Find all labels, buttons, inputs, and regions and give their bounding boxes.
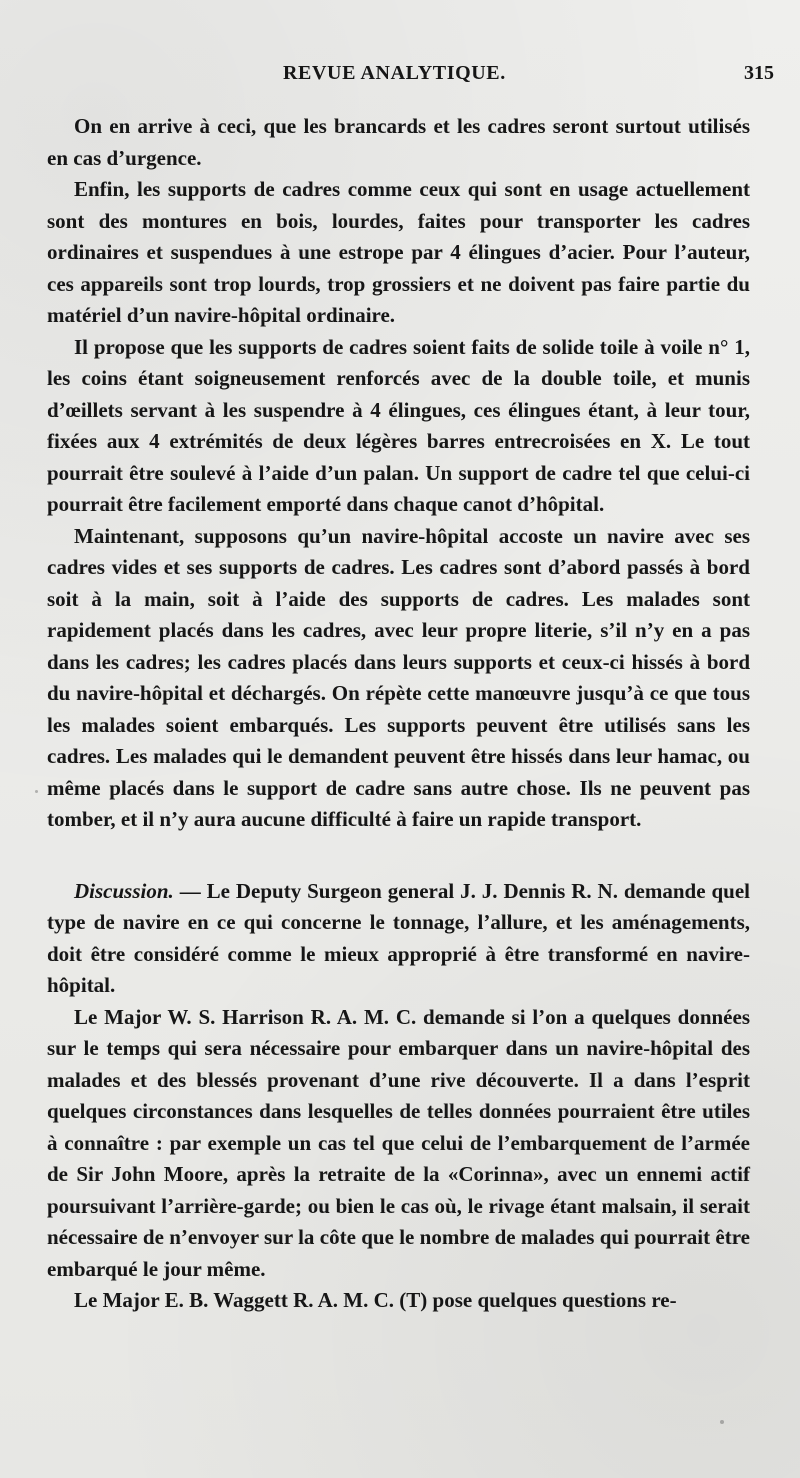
running-head: REVUE ANALYTIQUE. xyxy=(283,62,506,84)
page-header xyxy=(0,62,800,92)
paragraph-6: Le Major W. S. Harrison R. A. M. C. demande si l’on a quelques données sur le temps qui sera nécessaire pour embarquer dans un navire-hôpital des malades et des blessés provenant d’une rive découverte. Il a dans l’esprit quelques circonstances dans lesquelles de telles données pourraient être utiles à connaître : par exemple un cas tel que celui de l’embarquement de l’armée de Sir John Moore, après la retraite de la «Corinna», avec un ennemi actif poursuivant l’arrière-garde; ou bien le cas où, le rivage étant malsain, il serait nécessaire de n’envoyer sur la côte que le nombre de malades qui pourrait être embarqué le jour même. xyxy=(47,1004,750,1281)
discussion-lead: Discussion. xyxy=(74,878,174,903)
paper-speck xyxy=(720,1420,724,1424)
discussion-paragraph xyxy=(47,876,750,1002)
page-number: 315 xyxy=(744,62,774,84)
paragraph-7: Le Major E. B. Waggett R. A. M. C. (T) pose quelques questions re- xyxy=(74,1288,677,1312)
section-gap xyxy=(47,836,750,876)
paragraph-2: Enfin, les supports de cadres comme ceux qui sont en usage actuellement sont des montures en bois, lourdes, faites pour transporter les cadres ordinaires et suspendues à une estrope par 4 élingues d’acier. Pour l’auteur, ces appareils sont trop lourds, trop grossiers et ne doivent pas faire partie du matériel d’un navire-hôpital ordinaire. xyxy=(47,177,750,327)
body-text xyxy=(47,111,750,1317)
paragraph-4: Maintenant, supposons qu’un navire-hôpital accoste un navire avec ses cadres vides et ses supports de cadres. Les cadres sont d’abord passés à bord soit à la main, soit à l’aide des supports de cadres. Les malades sont rapidement placés dans les cadres, avec leur propre literie, s’il n’y en a pas dans les cadres; les cadres placés dans leurs supports et ceux-ci hissés à bord du navire-hôpital et déchargés. On répète cette manœuvre jusqu’à ce que tous les malades soient embarqués. Les supports peuvent être utilisés sans les cadres. Les malades qui le demandent peuvent être hissés dans leur hamac, ou même placés dans le support de cadre sans autre chose. Ils ne peuvent pas tomber, et il n’y aura aucune difficulté à faire un rapide transport. xyxy=(47,523,750,831)
paper-speck xyxy=(35,790,38,793)
paragraph-3: Il propose que les supports de cadres soient faits de solide toile à voile n° 1, les coins étant soigneusement renforcés avec de la double toile, et munis d’œillets servant à les suspendre à 4 élingues, ces élingues étant, à leur tour, fixées aux 4 extrémités de deux légères barres entrecroisées en X. Le tout pourrait être soulevé à l’aide d’un palan. Un support de cadre tel que celui-ci pourrait être facilement emporté dans chaque canot d’hôpital. xyxy=(47,334,750,516)
discussion-text: — Le Deputy Surgeon general J. J. Dennis R. N. demande quel type de navire en ce qui concerne le tonnage, l’allure, et les aménagements, doit être considéré comme le mieux approprié à être transformé en navire-hôpital. xyxy=(47,878,750,997)
paragraph-1: On en arrive à ceci, que les brancards et les cadres seront surtout utilisés en cas d’urgence. xyxy=(47,114,750,170)
